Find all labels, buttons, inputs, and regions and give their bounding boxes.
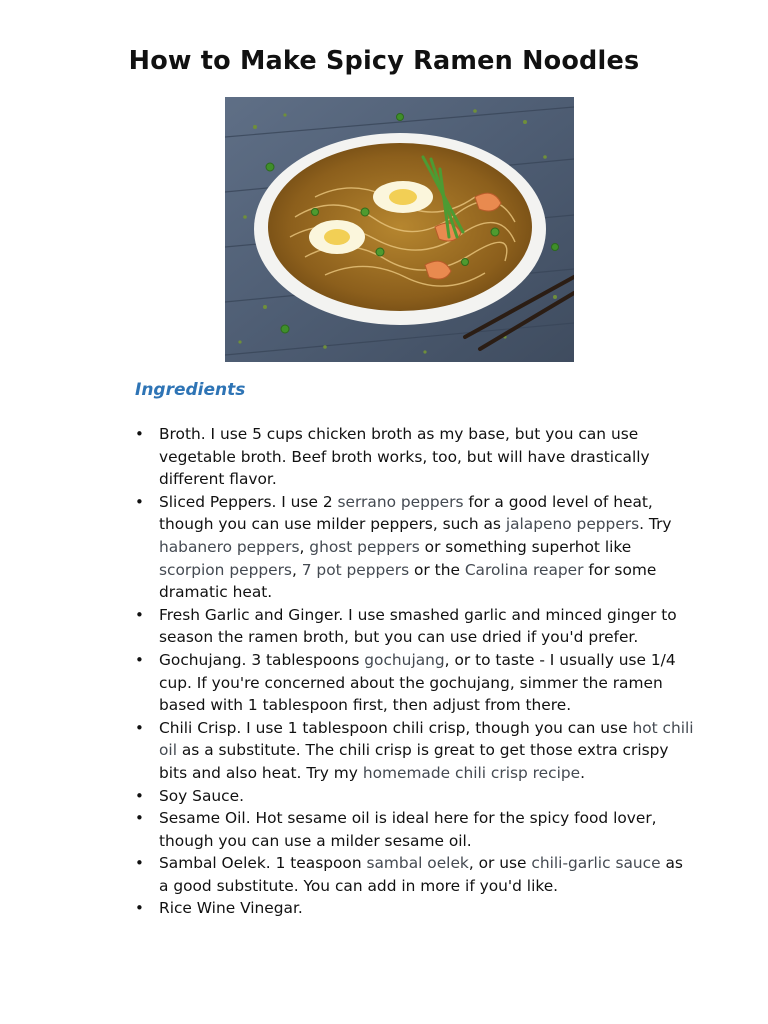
- ingredient-text: , or use: [468, 854, 532, 873]
- ingredient-link[interactable]: scorpion peppers: [159, 560, 292, 579]
- ingredient-text: as a good substitute. You can add in more if you'd like.: [159, 854, 683, 895]
- ingredient-text: Broth. I use 5 cups chicken broth as my base, but you can use vegetable broth. Beef broth works, too, but will have drastically different flavor.: [159, 425, 650, 489]
- bullet-icon: •: [135, 605, 144, 624]
- ingredient-text: Soy Sauce.: [159, 786, 244, 805]
- ingredient-item: [135, 649, 695, 717]
- ingredient-text: Sambal Oelek. 1 teaspoon: [159, 854, 367, 873]
- ingredient-link[interactable]: ghost peppers: [309, 537, 420, 556]
- ingredient-text: or the: [409, 560, 465, 579]
- ingredients-heading: Ingredients: [135, 380, 246, 400]
- bullet-icon: •: [135, 492, 144, 511]
- bullet-icon: •: [135, 650, 144, 669]
- ingredient-text: Sliced Peppers. I use 2: [159, 492, 338, 511]
- ingredient-text: for a good level of heat, though you can use milder peppers, such as: [159, 492, 653, 534]
- ingredient-item: [135, 852, 695, 897]
- ingredient-link[interactable]: homemade chili crisp recipe: [362, 763, 581, 782]
- ingredient-text: or something superhot like: [419, 537, 632, 556]
- ingredient-link[interactable]: jalapeno peppers: [505, 515, 640, 534]
- ingredient-text: ,: [299, 537, 310, 556]
- ingredient-text: as a substitute. The chili crisp is great to get those extra crispy bits and also heat. Try my: [159, 741, 669, 782]
- ingredient-text: .: [580, 763, 586, 782]
- ingredient-link[interactable]: habanero peppers: [159, 537, 300, 556]
- ingredient-text: . Try: [639, 515, 672, 534]
- bullet-icon: •: [135, 809, 144, 828]
- ingredient-link[interactable]: sambal oelek: [366, 854, 469, 873]
- ingredient-link[interactable]: Carolina reaper: [464, 560, 584, 579]
- ingredient-text: ,: [291, 560, 302, 579]
- ramen-bowl-photo: [225, 97, 574, 362]
- ingredient-item: [135, 423, 695, 491]
- bullet-icon: •: [135, 786, 144, 805]
- bullet-icon: •: [135, 718, 144, 737]
- ingredient-link[interactable]: serrano peppers: [337, 492, 464, 511]
- ingredient-text: Rice Wine Vinegar.: [159, 899, 303, 918]
- ingredient-link[interactable]: chili-garlic sauce: [531, 854, 661, 873]
- bullet-icon: •: [135, 425, 144, 443]
- ingredient-item: [135, 807, 695, 852]
- ingredient-item: [135, 491, 695, 604]
- bullet-icon: •: [135, 899, 144, 918]
- ingredient-link[interactable]: 7 pot peppers: [301, 560, 410, 579]
- ingredient-text: for some dramatic heat.: [159, 560, 657, 602]
- ingredient-link[interactable]: hot chili oil: [159, 718, 694, 760]
- ingredient-item: [135, 897, 695, 920]
- bullet-icon: •: [135, 854, 144, 873]
- ingredient-text: Fresh Garlic and Ginger. I use smashed garlic and minced ginger to season the ramen broth, but you can use dried if you'd prefer.: [159, 605, 677, 647]
- ingredient-link[interactable]: gochujang: [364, 650, 445, 669]
- page-title: How to Make Spicy Ramen Noodles: [128, 46, 640, 76]
- ingredient-text: Gochujang. 3 tablespoons: [159, 650, 365, 669]
- ingredient-text: , or to taste - I usually use 1/4 cup. If you're concerned about the gochujang, simmer the ramen based with 1 tablespoon first, then adjust from there.: [159, 650, 676, 715]
- ingredients-list: [135, 423, 695, 920]
- ingredient-item: [135, 604, 695, 649]
- ingredient-item: [135, 785, 695, 808]
- ingredient-item: [135, 717, 695, 785]
- ingredient-text: Chili Crisp. I use 1 tablespoon chili crisp, though you can use: [159, 718, 633, 737]
- ingredient-text: Sesame Oil. Hot sesame oil is ideal here for the spicy food lover, though you can use a milder sesame oil.: [159, 809, 657, 850]
